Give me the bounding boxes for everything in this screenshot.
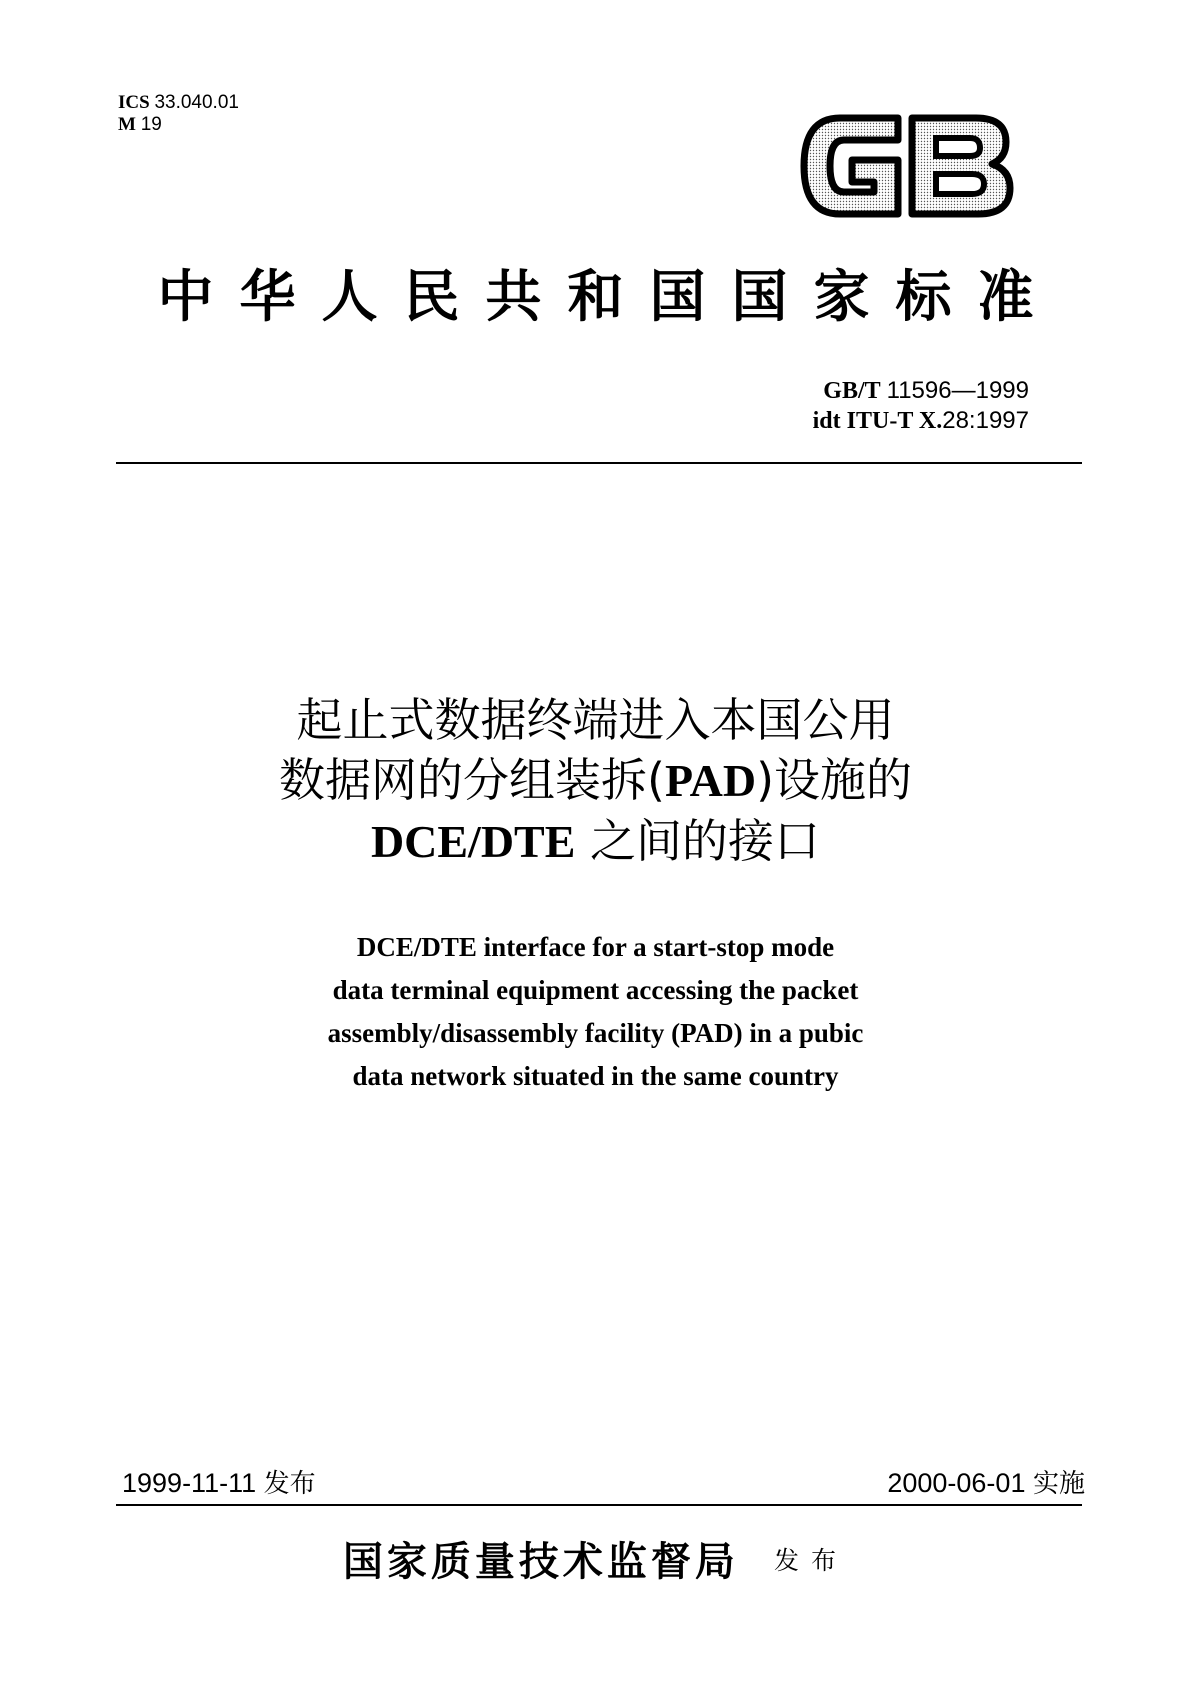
gb-logo [800,110,1015,222]
chinese-title-line-3 [0,811,1191,872]
chinese-title-line-2-part-a: 数据网的分组装拆( [278,753,665,807]
implementation-date-label: 实施 [1032,1469,1085,1499]
footer-divider [116,1504,1082,1506]
m-code: 19 [140,114,162,135]
chinese-title-line-2-pad: PAD [664,755,757,806]
standard-number [813,376,1029,406]
publisher-organization: 国家质量技术监督局 [342,1538,739,1585]
issue-date-value: 1999-11-11 [122,1468,257,1498]
idt-prefix: idt ITU-T X. [812,408,943,434]
implementation-date-value: 2000-06-01 [887,1468,1026,1498]
idt-reference [813,406,1029,436]
ics-code: 33.040.01 [154,92,239,113]
national-standard-title: 中华人民共和国国家标准 [157,264,1060,330]
ics-line [118,92,239,114]
implementation-date [887,1466,1085,1501]
standard-code-number: 11596—1999 [886,377,1029,404]
ics-label: ICS [118,92,150,113]
issue-date [122,1466,316,1501]
english-title [0,926,1191,1098]
publisher-action: 发布 [774,1545,849,1575]
gb-logo-g-letter [804,118,898,214]
m-label: M [118,114,136,135]
gb-logo-b-letter [912,118,1010,214]
publisher-line [0,1530,1191,1587]
chinese-title-line-2 [0,750,1191,811]
standard-code-block [813,376,1029,436]
standard-code-prefix: GB/T [823,378,881,404]
ics-classification [118,92,239,136]
header-divider [116,462,1082,464]
m-line [118,114,239,136]
idt-number: 28:1997 [942,407,1029,434]
chinese-title-line-2-part-c: )设施的 [756,753,913,807]
english-title-line-4: data network situated in the same country [352,1061,839,1091]
chinese-title-line-3-dce-dte: DCE/DTE [370,816,576,867]
english-title-line-2: data terminal equipment accessing the packet [332,975,859,1005]
chinese-title-line-1: 起止式数据终端进入本国公用 [296,693,895,747]
english-title-line-1: DCE/DTE interface for a start-stop mode [356,932,835,962]
english-title-line-3: assembly/disassembly facility (PAD) in a pubic [327,1018,864,1048]
chinese-title-line-3-rest: 之间的接口 [575,814,821,868]
issue-date-label: 发布 [263,1469,316,1499]
chinese-title [0,690,1191,872]
